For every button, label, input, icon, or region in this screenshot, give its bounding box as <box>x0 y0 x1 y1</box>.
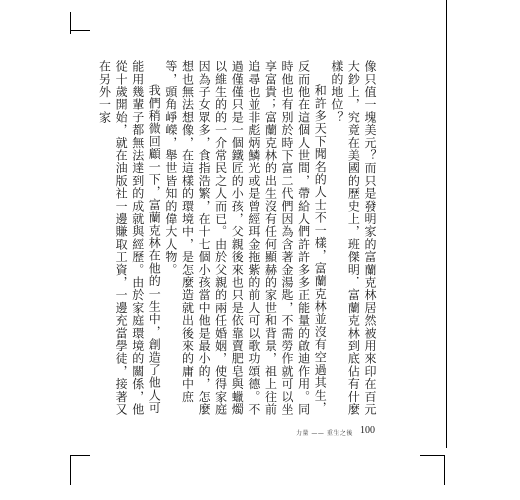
crop-mark-top-left-v <box>70 30 90 31</box>
crop-mark-top-right-v <box>446 0 447 448</box>
crop-mark-bottom-left-v <box>70 455 71 485</box>
running-title: 力量 —— 重生之後 <box>296 430 353 437</box>
page-number: 100 <box>360 425 375 436</box>
crop-mark-bottom-right-v <box>444 455 445 485</box>
paragraph-3: 我們稍微回顧一下，富蘭克林在他的一生中，創造了他人可能用幾輩子都無法達到的成就與經歷。由於家庭環境的關係，他從十歲開始，就在油版社一邊賺取工資，一邊充當學徒，接著又在另外一家 <box>97 60 162 416</box>
paragraph-2: 和許多天下聞名的人士不一樣，富蘭克林並沒有空過其生，反而他在這個人世間，帶給人們許許多多正能量的啟迪作用。同時他也有別於時下富二代們因為含著金湯匙，不需勞作就可以坐享富貴；富蘭克林的出生沒有任何顯赫的家世和背景，祖上往前追尋也並非彪炳鱗光或是曾經珥金拖紫的前人可以歌功頌德。不過僅僅只是一個鐵匠的小孩，父親後來也只是依靠賣肥皂與蠟燭以維生的的一介常民之人而已。由於父親的兩任婚姻，使得家庭因為子女眾多，食指浩繁，在十七個小孩當中他是最小的，怎麼想也無法想像，在這樣的環境中，是怎麼造就出後來的庸中庶等，頭角崢嶸，舉世皆知的偉大人物。 <box>163 60 328 416</box>
crop-mark-bottom-right-h <box>420 455 444 456</box>
crop-mark-bottom-left-h <box>70 455 90 456</box>
vertical-text-body <box>97 60 378 422</box>
paragraph-1: 像只值一塊美元？而只是發明家的富蘭克林居然被用來印在百元大鈔上，究竟在美國的歷史上，班傑明．富蘭克林到底佔有什麼樣的地位？ <box>329 60 377 416</box>
